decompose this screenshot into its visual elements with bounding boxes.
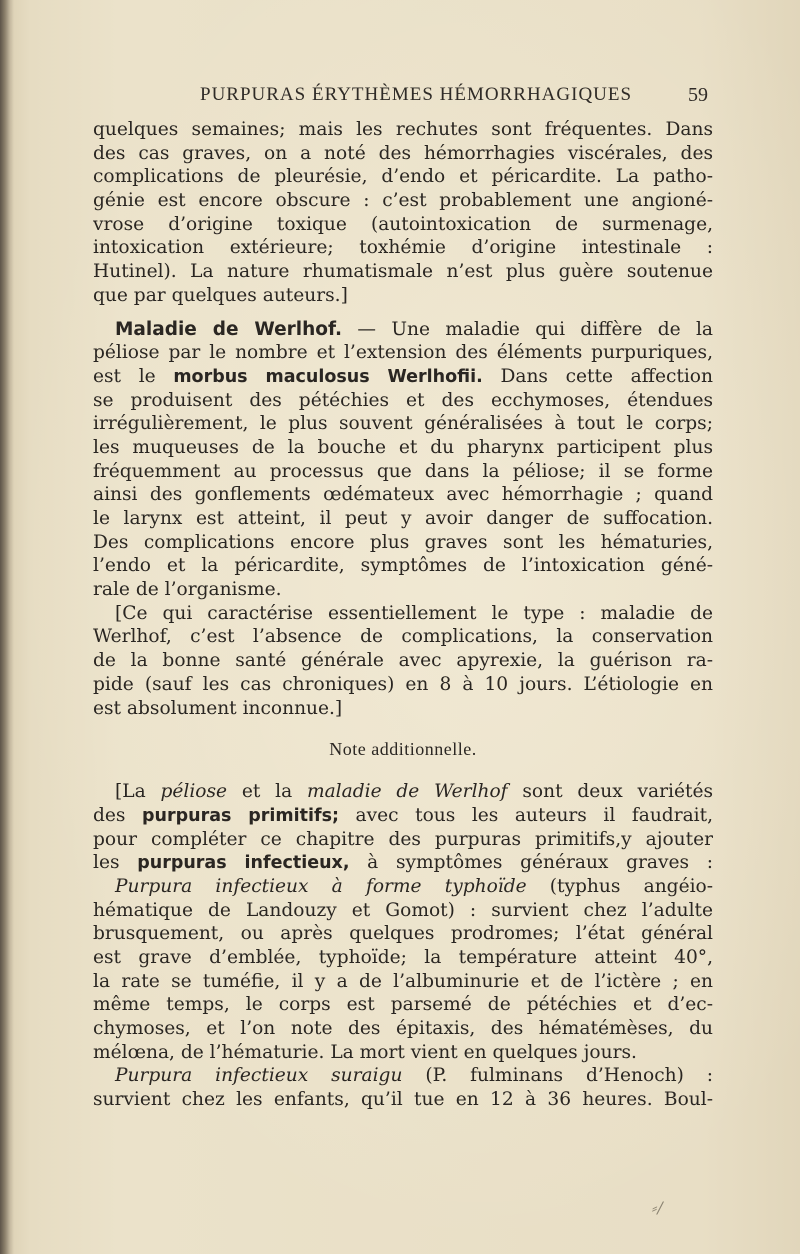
text-line: survient chez les enfants, qu’il tue en 12 à 36 heures. Boul- xyxy=(93,1089,713,1111)
text-line: hématique de Landouzy et Gomot) : survient chez l’adulte xyxy=(93,899,713,921)
term-purpura-suraigu: Purpura infectieux suraigu xyxy=(115,1065,403,1087)
page-binding-edge xyxy=(0,0,14,1254)
text-line: ainsi des gonflements œdémateux avec hémorrhagie ; quand xyxy=(93,484,713,506)
term-purpuras-infectieux: purpuras infectieux, xyxy=(137,853,350,874)
text-run: (P. fulminans d’Henoch) : xyxy=(402,1065,713,1087)
text-line: le larynx est atteint, il peut y avoir danger de suffocation. xyxy=(93,508,713,529)
term-peliose: péliose xyxy=(160,781,228,803)
text-line: vrose d’origine toxique (autointoxication de surmenage, xyxy=(93,213,713,235)
text-line: chymoses, et l’on note des épitaxis, des hématémèses, du xyxy=(93,1018,713,1040)
text-run: [La xyxy=(115,781,161,803)
text-line: pour compléter ce chapitre des purpuras primitifs,y ajouter xyxy=(93,828,713,850)
text-run: Dans cette affection xyxy=(482,365,713,387)
page-number: 59 xyxy=(688,84,708,106)
text-line: même temps, le corps est parsemé de pétéchies et d’ec- xyxy=(93,994,713,1016)
term-morbus-maculosus: morbus maculosus Werlhofii. xyxy=(173,366,483,387)
text-run: est le xyxy=(93,365,174,387)
note-title: Note additionnelle. xyxy=(329,739,477,760)
text-line: Hutinel). La nature rhumatismale n’est plus guère soutenue xyxy=(93,261,713,283)
text-line: intoxication extérieure; toxhémie d’origine intestinale : xyxy=(93,237,713,259)
term-purpuras-primitifs: purpuras primitifs; xyxy=(142,805,339,826)
text-line: la rate se tuméfie, il y a de l’albuminurie et de l’ictère ; en xyxy=(93,970,713,992)
text-line xyxy=(93,365,713,389)
text-line: est grave d’emblée, typhoïde; la température atteint 40°, xyxy=(93,947,713,968)
text-line: péliose par le nombre et l’extension des éléments purpuriques, xyxy=(93,342,713,364)
text-line: pide (sauf les cas chroniques) en 8 à 10 jours. L’étiologie en xyxy=(93,673,713,695)
text-line xyxy=(93,780,713,804)
text-line: de la bonne santé générale avec apyrexie, la guérison ra- xyxy=(93,650,713,672)
text-line: mélœna, de l’hématurie. La mort vient en quelques jours. xyxy=(93,1041,637,1063)
text-line: brusquement, ou après quelques prodromes; l’état général xyxy=(93,923,713,945)
pencil-margin-mark: ⸗/ xyxy=(652,1198,663,1217)
text-line: rale de l’organisme. xyxy=(93,579,282,601)
term-purpura-typhoide: Purpura infectieux à forme typhoïde xyxy=(115,875,527,897)
text-line: des cas graves, on a noté des hémorrhagies viscérales, des xyxy=(93,142,713,164)
text-line: [Ce qui caractérise essentiellement le type : maladie de xyxy=(115,602,713,624)
text-run: à symptômes généraux graves : xyxy=(349,852,713,874)
text-line xyxy=(93,804,713,828)
text-line: génie est encore obscure : c’est probablement une angioné- xyxy=(93,190,713,212)
body-text xyxy=(93,118,713,1112)
text-line: l’endo et la péricardite, symptômes de l’intoxication géné- xyxy=(93,555,713,577)
text-line: irrégulièrement, le plus souvent généralisées à tout le corps; xyxy=(93,413,713,435)
text-line: se produisent des pétéchies et des ecchymoses, étendues xyxy=(93,389,713,411)
text-run: avec tous les auteurs il faudrait, xyxy=(339,804,713,826)
text-line: quelques semaines; mais les rechutes sont fréquentes. Dans xyxy=(93,119,713,140)
text-line: les muqueuses de la bouche et du pharynx participent plus xyxy=(93,436,713,458)
section-heading-line xyxy=(93,318,713,342)
text-line: fréquemment au processus que dans la péliose; il se forme xyxy=(93,460,713,482)
text-line: Werlhof, c’est l’absence de complications, la conservation xyxy=(93,626,713,648)
text-line xyxy=(93,875,713,899)
text-line: Des complications encore plus graves sont les hématuries, xyxy=(93,531,713,553)
text-line xyxy=(93,1064,713,1088)
term-maladie-werlhof: maladie de Werlhof xyxy=(306,781,508,803)
text-run: les xyxy=(93,852,138,874)
text-line xyxy=(93,851,713,875)
text-run: — Une maladie qui diffère de la xyxy=(342,318,713,340)
text-run: et la xyxy=(227,781,307,803)
text-line: que par quelques auteurs.] xyxy=(93,284,348,306)
running-head: PURPURAS ÉRYTHÈMES HÉMORRHAGIQUES xyxy=(200,84,633,105)
section-heading-werlhof: Maladie de Werlhof. xyxy=(115,318,343,340)
text-run: des xyxy=(93,804,143,826)
text-run: (typhus angéio- xyxy=(526,875,713,897)
text-run: sont deux variétés xyxy=(507,781,713,803)
text-line: complications de pleurésie, d’endo et péricardite. La patho- xyxy=(93,166,713,188)
text-line: est absolument inconnue.] xyxy=(93,697,343,719)
